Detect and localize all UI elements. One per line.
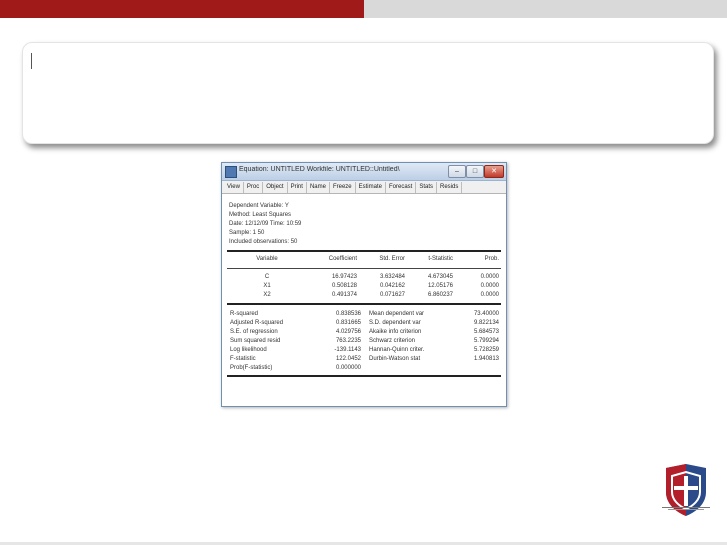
coefficient-cell: 0.491374 xyxy=(331,292,357,298)
maximize-button[interactable]: □ xyxy=(466,165,484,178)
progress-bar xyxy=(0,0,727,18)
stat-value: -139.1143 xyxy=(334,347,361,353)
close-button[interactable]: ✕ xyxy=(484,165,504,178)
stat-label: Adjusted R-squared xyxy=(230,320,284,326)
stat-label: F-statistic xyxy=(230,356,256,362)
prob-cell: 0.0000 xyxy=(480,274,499,280)
prob-cell: 0.0000 xyxy=(480,292,499,298)
observations-line: Included observations: 50 xyxy=(229,239,298,245)
stat-value: 122.0452 xyxy=(335,356,361,362)
stat-row xyxy=(227,337,501,345)
window-title: Equation: UNTITLED Workfile: UNTITLED::Untitled\ xyxy=(239,166,400,173)
stat-row xyxy=(227,355,501,363)
progress-fill xyxy=(0,0,364,18)
stat-row xyxy=(227,310,501,318)
method-line: Method: Least Squares xyxy=(229,212,292,218)
stat-label: Akaike info criterion xyxy=(369,329,422,335)
toolbar-view-button[interactable]: View xyxy=(224,182,244,193)
stat-label: Prob(F-statistic) xyxy=(230,365,273,371)
table-row xyxy=(227,282,501,290)
sample-line: Sample: 1 50 xyxy=(229,230,265,236)
table-bottom-rule xyxy=(227,375,501,377)
dependent-variable-line: Dependent Variable: Y xyxy=(229,203,289,209)
stat-row xyxy=(227,319,501,327)
stat-value: 4.029756 xyxy=(335,329,361,335)
table-row xyxy=(227,291,501,299)
stat-label: R-squared xyxy=(230,311,259,317)
toolbar-resids-button[interactable]: Resids xyxy=(437,182,462,193)
estimation-output xyxy=(222,195,506,406)
variable-cell: C xyxy=(264,274,270,280)
t-statistic-cell: 4.673045 xyxy=(427,274,453,280)
toolbar-freeze-button[interactable]: Freeze xyxy=(330,182,356,193)
toolbar-estimate-button[interactable]: Estimate xyxy=(356,182,386,193)
progress-track xyxy=(364,0,727,18)
content-block xyxy=(22,42,714,144)
t-statistic-cell: 6.860237 xyxy=(427,292,453,298)
stat-value: 763.2235 xyxy=(335,338,361,344)
column-header: Std. Error xyxy=(379,256,405,262)
stat-value: 0.831665 xyxy=(335,320,361,326)
stat-value: 73.40000 xyxy=(473,311,499,317)
toolbar-stats-button[interactable]: Stats xyxy=(416,182,437,193)
window-titlebar[interactable] xyxy=(222,163,506,181)
stat-row xyxy=(227,328,501,336)
table-top-rule xyxy=(227,250,501,252)
column-header: Prob. xyxy=(484,256,499,262)
std-error-cell: 3.632484 xyxy=(379,274,405,280)
column-header: Coefficient xyxy=(328,256,357,262)
date-line: Date: 12/12/09 Time: 10:59 xyxy=(229,221,302,227)
variable-cell: X2 xyxy=(263,292,271,298)
logo-caption-mark xyxy=(658,506,714,511)
stat-label: Mean dependent var xyxy=(369,311,425,317)
coefficient-cell: 16.97423 xyxy=(331,274,357,280)
stat-value: 5.684573 xyxy=(473,329,499,335)
stat-value: 0.000000 xyxy=(335,365,361,371)
eviews-equation-window[interactable] xyxy=(221,162,507,407)
university-shield-icon xyxy=(658,462,714,522)
toolbar-name-button[interactable]: Name xyxy=(307,182,330,193)
minimize-button[interactable]: – xyxy=(448,165,466,178)
stat-value: 5.728259 xyxy=(473,347,499,353)
equation-icon xyxy=(225,166,237,178)
table-mid-rule xyxy=(227,303,501,305)
stat-label: S.E. of regression xyxy=(230,329,278,335)
column-header: Variable xyxy=(256,256,278,262)
stat-label: Hannan-Quinn criter. xyxy=(369,347,425,353)
stat-value: 0.838536 xyxy=(335,311,361,317)
stat-label: Sum squared resid xyxy=(230,338,281,344)
equation-toolbar xyxy=(222,181,506,194)
std-error-cell: 0.042162 xyxy=(379,283,405,289)
coefficient-header xyxy=(227,255,501,263)
stat-label: Log likelihood xyxy=(230,347,267,353)
t-statistic-cell: 12.05176 xyxy=(427,283,453,289)
stat-label: S.D. dependent var xyxy=(369,320,421,326)
table-row xyxy=(227,273,501,281)
stat-label: Schwarz criterion xyxy=(369,338,416,344)
stat-value: 9.822134 xyxy=(473,320,499,326)
header-rule xyxy=(227,268,501,269)
toolbar-object-button[interactable]: Object xyxy=(263,182,287,193)
column-header: t-Statistic xyxy=(428,256,453,262)
text-cursor xyxy=(31,53,32,69)
std-error-cell: 0.071627 xyxy=(379,292,405,298)
stat-value: 5.799294 xyxy=(473,338,499,344)
coefficient-cell: 0.508128 xyxy=(331,283,357,289)
stat-label: Durbin-Watson stat xyxy=(369,356,421,362)
prob-cell: 0.0000 xyxy=(480,283,499,289)
stat-row xyxy=(227,346,501,354)
toolbar-print-button[interactable]: Print xyxy=(288,182,307,193)
stat-value: 1.940813 xyxy=(473,356,499,362)
toolbar-proc-button[interactable]: Proc xyxy=(244,182,263,193)
stat-row xyxy=(227,364,501,372)
variable-cell: X1 xyxy=(263,283,271,289)
toolbar-forecast-button[interactable]: Forecast xyxy=(386,182,416,193)
